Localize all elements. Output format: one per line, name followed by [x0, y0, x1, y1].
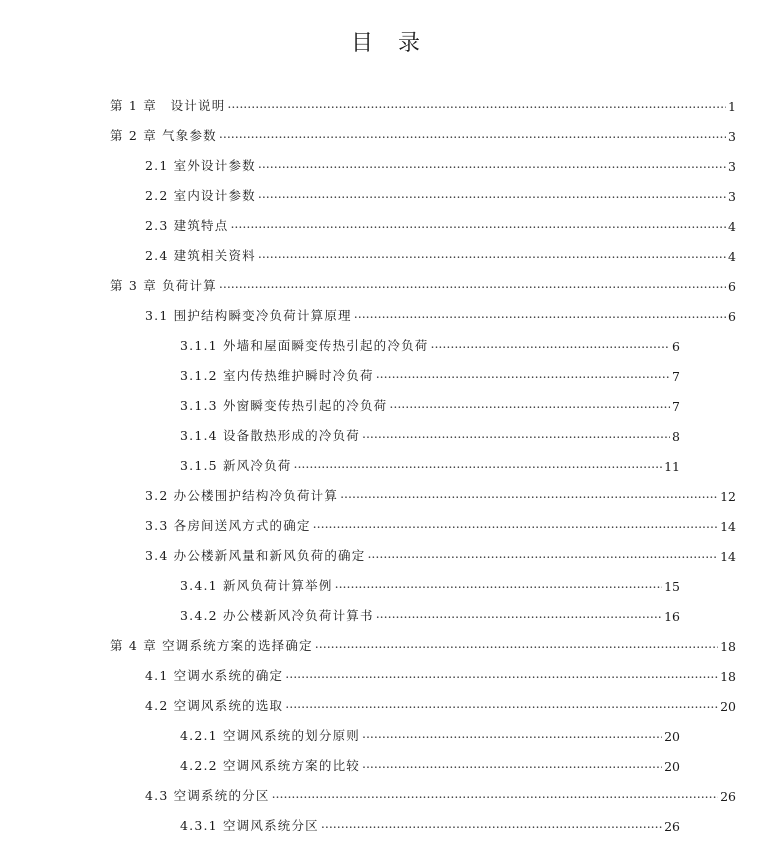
- toc-entry-page: 12: [720, 489, 736, 504]
- toc-entry-page: 1: [728, 99, 736, 114]
- toc-entry-label: 3.4.2 办公楼新风冷负荷计算书: [180, 608, 374, 623]
- toc-leader-dots: [258, 184, 726, 204]
- toc-entry[interactable]: [180, 334, 680, 354]
- toc-entry-label: 4.1 空调水系统的确定: [145, 668, 284, 683]
- toc-entry-label: 第 2 章 气象参数: [110, 128, 217, 143]
- toc-entry[interactable]: [145, 694, 736, 714]
- toc-entry[interactable]: [145, 214, 736, 234]
- toc-entry[interactable]: [145, 484, 736, 504]
- toc-entry[interactable]: [145, 664, 736, 684]
- toc-entry[interactable]: [110, 274, 736, 294]
- toc-entry[interactable]: [180, 604, 680, 624]
- toc-entry-page: 4: [728, 219, 736, 234]
- toc-entry[interactable]: [110, 124, 736, 144]
- toc-entry-page: 14: [720, 519, 736, 534]
- toc-entry-page: 18: [720, 669, 736, 684]
- toc-entry[interactable]: [180, 814, 680, 834]
- toc-entry-page: 16: [664, 609, 680, 624]
- toc-entry-page: 3: [728, 129, 736, 144]
- toc-entry-page: 7: [672, 369, 680, 384]
- toc-entry-page: 4: [728, 249, 736, 264]
- toc-entry-label: 第 3 章 负荷计算: [110, 278, 217, 293]
- toc-entry[interactable]: [145, 544, 736, 564]
- toc-entry-page: 26: [664, 819, 680, 834]
- toc-leader-dots: [340, 484, 718, 504]
- toc-entry-label: 第 1 章 设计说明: [110, 98, 226, 113]
- toc-entry[interactable]: [145, 304, 736, 324]
- toc-entry[interactable]: [145, 244, 736, 264]
- toc-entry-page: 20: [720, 699, 736, 714]
- toc-entry-page: 20: [664, 759, 680, 774]
- toc-leader-dots: [354, 304, 726, 324]
- toc-leader-dots: [362, 724, 662, 744]
- toc-leader-dots: [362, 754, 662, 774]
- toc-entry[interactable]: [180, 724, 680, 744]
- toc-entry-label: 4.2 空调风系统的选取: [145, 698, 284, 713]
- toc-entry-label: 4.2.1 空调风系统的划分原则: [180, 728, 360, 743]
- toc-leader-dots: [285, 664, 718, 684]
- toc-entry[interactable]: [180, 454, 680, 474]
- toc-leader-dots: [285, 694, 718, 714]
- toc-entry-page: 18: [720, 639, 736, 654]
- toc-entry-page: 11: [664, 459, 680, 474]
- toc-entry[interactable]: [145, 784, 736, 804]
- toc-entry[interactable]: [145, 514, 736, 534]
- toc-leader-dots: [367, 544, 718, 564]
- toc-entry-label: 3.1.4 设备散热形成的冷负荷: [180, 428, 360, 443]
- toc-leader-dots: [258, 154, 726, 174]
- toc-leader-dots: [258, 244, 726, 264]
- toc-entry-label: 3.2 办公楼围护结构冷负荷计算: [145, 488, 339, 503]
- toc-entry-label: 3.3 各房间送风方式的确定: [145, 518, 311, 533]
- toc-entry-page: 3: [728, 189, 736, 204]
- toc-leader-dots: [313, 514, 718, 534]
- toc-entry-page: 14: [720, 549, 736, 564]
- toc-entry-label: 2.2 室内设计参数: [145, 188, 256, 203]
- toc-leader-dots: [362, 424, 670, 444]
- toc-entry-label: 3.1.1 外墙和屋面瞬变传热引起的冷负荷: [180, 338, 429, 353]
- toc-leader-dots: [293, 454, 662, 474]
- toc-entry-label: 2.1 室外设计参数: [145, 158, 256, 173]
- toc-entry[interactable]: [180, 574, 680, 594]
- toc-leader-dots: [430, 334, 670, 354]
- toc-leader-dots: [389, 394, 670, 414]
- toc-entry-label: 第 4 章 空调系统方案的选择确定: [110, 638, 313, 653]
- toc-entry[interactable]: [180, 364, 680, 384]
- toc-entry-label: 2.3 建筑特点: [145, 218, 229, 233]
- toc-entry-page: 6: [728, 279, 736, 294]
- toc-entry-page: 7: [672, 399, 680, 414]
- toc-entry-page: 20: [664, 729, 680, 744]
- toc-leader-dots: [219, 124, 726, 144]
- toc-leader-dots: [230, 214, 726, 234]
- toc-entry[interactable]: [145, 184, 736, 204]
- toc-entry[interactable]: [180, 394, 680, 414]
- toc-entry-page: 15: [664, 579, 680, 594]
- toc-leader-dots: [219, 274, 726, 294]
- toc-entry[interactable]: [145, 154, 736, 174]
- toc-leader-dots: [272, 784, 719, 804]
- toc-entry-label: 3.1 围护结构瞬变冷负荷计算原理: [145, 308, 352, 323]
- toc-leader-dots: [335, 574, 663, 594]
- toc-leader-dots: [227, 94, 726, 114]
- toc-entry[interactable]: [180, 424, 680, 444]
- toc-entry-page: 6: [672, 339, 680, 354]
- toc-entry-page: 6: [728, 309, 736, 324]
- toc-entry-label: 4.2.2 空调风系统方案的比较: [180, 758, 360, 773]
- toc-entry[interactable]: [110, 94, 736, 114]
- toc-entry-label: 3.1.5 新风冷负荷: [180, 458, 292, 473]
- page-title: 目 录: [351, 31, 429, 56]
- toc-entry-label: 4.3 空调系统的分区: [145, 788, 270, 803]
- toc-leader-dots: [315, 634, 718, 654]
- toc-entry-page: 8: [672, 429, 680, 444]
- toc-leader-dots: [376, 364, 670, 384]
- toc-leader-dots: [321, 814, 662, 834]
- toc-entry-label: 2.4 建筑相关资料: [145, 248, 256, 263]
- toc-leader-dots: [376, 604, 662, 624]
- toc-entry-label: 4.3.1 空调风系统分区: [180, 818, 319, 833]
- toc-entry[interactable]: [110, 634, 736, 654]
- toc-entry[interactable]: [180, 754, 680, 774]
- toc-entry-label: 3.1.2 室内传热维护瞬时冷负荷: [180, 368, 374, 383]
- toc-entry-label: 3.1.3 外窗瞬变传热引起的冷负荷: [180, 398, 388, 413]
- toc-entry-page: 3: [728, 159, 736, 174]
- toc-entry-label: 3.4.1 新风负荷计算举例: [180, 578, 333, 593]
- toc-entry-page: 26: [720, 789, 736, 804]
- toc-entry-label: 3.4 办公楼新风量和新风负荷的确定: [145, 548, 366, 563]
